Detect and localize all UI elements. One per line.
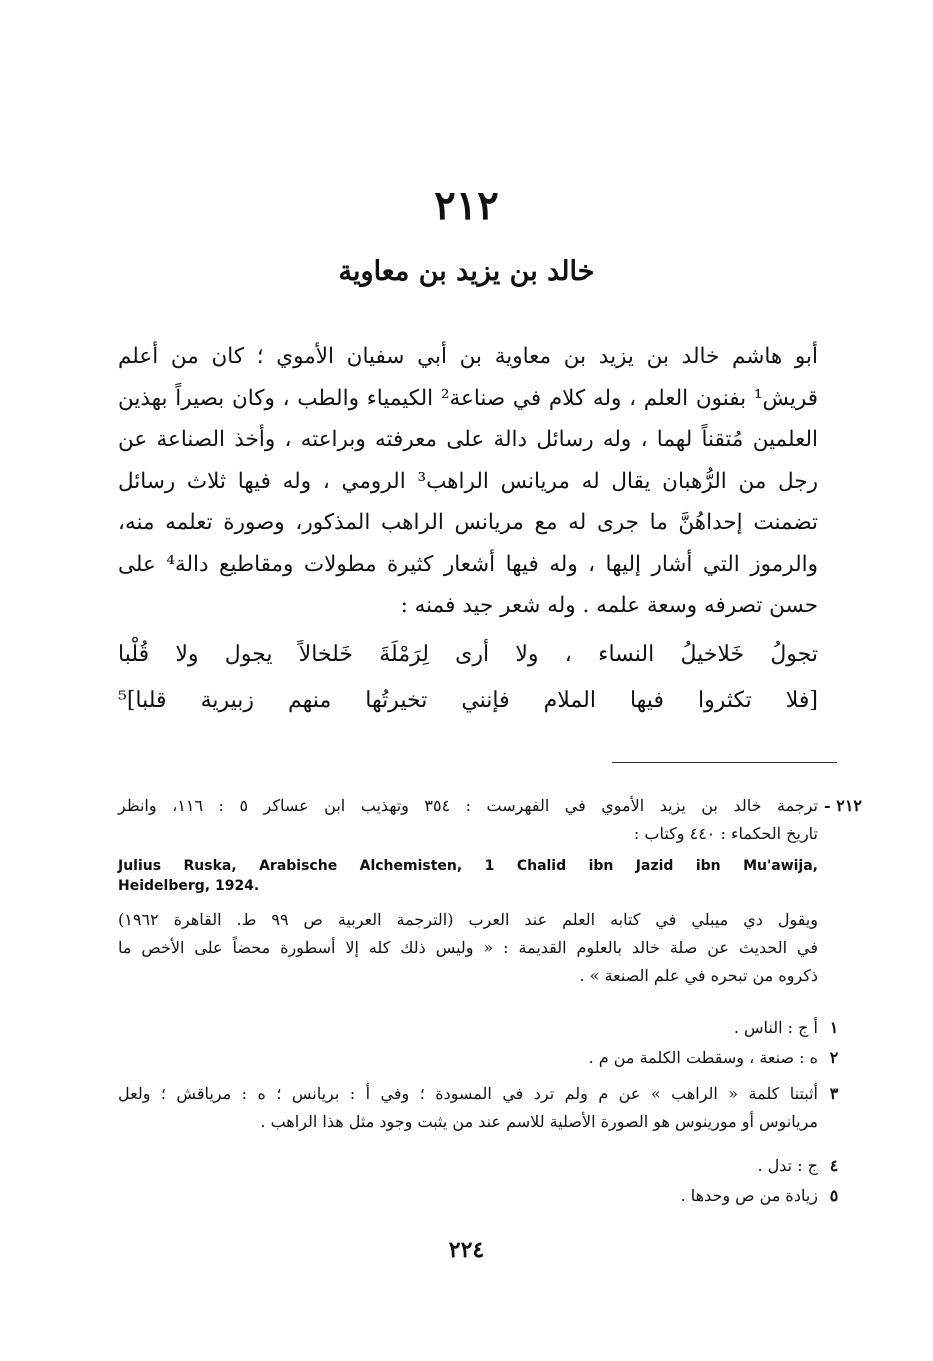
verse-line: تجولُ خَلاخيلُ النساء ، ولا أرى لِرَمْلَةَ خَلخالاً يجول ولا قُلْبا <box>118 642 818 667</box>
footnote-line: مريانوس أو مورينوس هو الصورة الأصلية للاسم عند من يثبت وجود مثل هذا الراهب . <box>260 1112 818 1131</box>
footnote-1 <box>118 1014 839 1042</box>
body-text <box>118 336 818 627</box>
footnote-main <box>118 792 862 990</box>
body-line: العلمين مُتقناً لهما ، وله رسائل دالة على معرفته وبراعته ، وأخذ الصناعة عن <box>118 427 818 452</box>
footnote-line: ويقول دي ميبلي في كتابه العلم عند العرب (الترجمة العربية ص ٩٩ ط. القاهرة ١٩٦٢) <box>118 910 818 929</box>
footnote-line: ذكروه من تبحره في علم الصنعة » . <box>579 966 818 985</box>
footnote-marker: ٤ <box>829 1156 839 1175</box>
latin-line: Heidelberg, 1924. <box>118 878 260 894</box>
body-line: رجل من الرُّهبان يقال له مريانس الراهب³ الرومي ، وله فيها ثلاث رسائل <box>118 468 819 494</box>
footnote-3 <box>118 1080 839 1136</box>
footnote-line: زيادة من ص وحدها . <box>680 1186 818 1205</box>
body-line: قريش¹ بفنون العلم ، وله كلام في صناعة² الكيمياء والطب ، وكان بصيراً بهذين <box>118 385 818 411</box>
footnote-2 <box>118 1044 839 1072</box>
footnote-main-arabic-2 <box>118 906 818 990</box>
footnote-separator <box>612 762 837 763</box>
footnote-marker: ١ <box>829 1018 839 1037</box>
poem-verses <box>118 632 818 724</box>
entry-title: خالد بن يزيد بن معاوية <box>338 256 595 287</box>
verse-line: [فلا تكثروا فيها الملام فإنني تخيرتُها منهم زبيرية قلبا]⁵ <box>118 688 818 713</box>
latin-line: Julius Ruska, Arabische Alchemisten, 1 Chalid ibn Jazid ibn Mu'awija, <box>118 858 818 874</box>
footnote-marker: ٥ <box>829 1186 839 1205</box>
footnote-main-arabic-1 <box>118 792 862 848</box>
entry-number: ٢١٢ <box>434 182 499 229</box>
body-line: حسن تصرفه وسعة علمه . وله شعر جيد فمنه : <box>400 593 818 618</box>
footnote-line: ترجمة خالد بن يزيد الأموي في الفهرست : ٣٥٤ وتهذيب ابن عساكر ٥ : ١١٦، وانظر <box>118 796 819 815</box>
footnote-5 <box>118 1182 839 1210</box>
footnote-line: أ ج : الناس . <box>733 1018 818 1037</box>
footnote-line: في الحديث عن صلة خالد بالعلوم القديمة : « وليس ذلك كله إلا أسطورة محضاً على الأخص ما <box>118 938 818 957</box>
page-number: ٢٢٤ <box>448 1237 485 1263</box>
footnote-line: ه : صنعة ، وسقطت الكلمة من م . <box>588 1048 818 1067</box>
footnote-line: تاريخ الحكماء : ٤٤٠ وكتاب : <box>633 824 818 843</box>
footnote-marker: ٢ <box>829 1048 839 1067</box>
footnote-main-marker: ٢١٢ - <box>824 796 862 815</box>
footnote-line: أثبتنا كلمة « الراهب » عن م ولم ترد في المسودة ؛ وفي أ : بريانس ؛ ه : مرياقش ؛ ولعل <box>118 1084 818 1103</box>
footnote-marker: ٣ <box>829 1084 839 1103</box>
body-line: تضمنت إحداهُنَّ ما جرى له مع مريانس الراهب المذكور، وصورة تعلمه منه، <box>118 510 818 535</box>
footnote-latin-reference <box>118 856 818 896</box>
footnote-4 <box>118 1152 839 1180</box>
footnote-line: ج : تدل . <box>757 1156 818 1175</box>
body-line: أبو هاشم خالد بن يزيد بن معاوية بن أبي سفيان الأموي ؛ كان من أعلم <box>118 344 818 369</box>
body-line: والرموز التي أشار إليها ، وله فيها أشعار كثيرة مطولات ومقاطيع دالة⁴ على <box>118 551 819 577</box>
